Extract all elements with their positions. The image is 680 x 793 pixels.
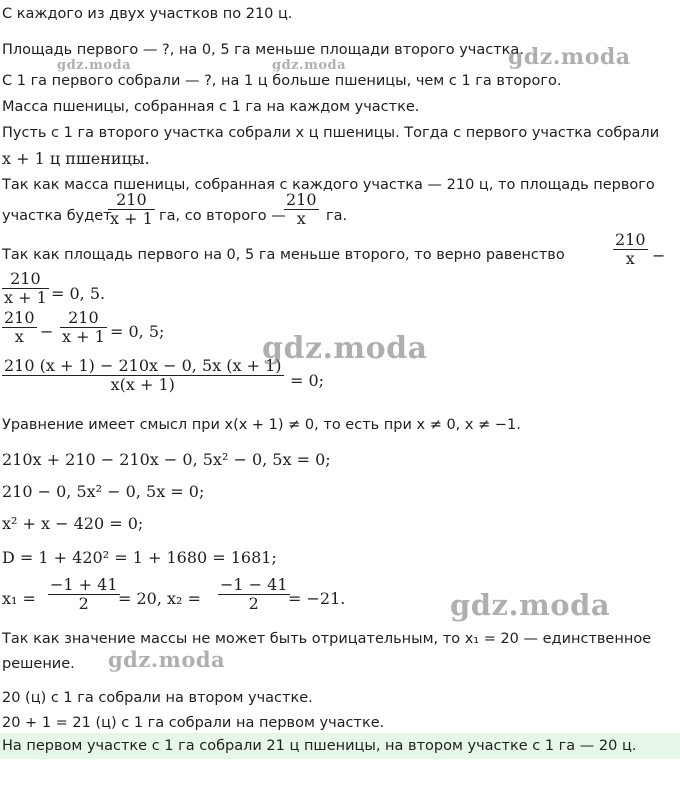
fraction-equation-a [2, 309, 37, 346]
fraction-denominator: x [14, 327, 24, 346]
fraction-root-x1 [48, 576, 120, 613]
given-yield-difference: С 1 га первого собрали — ?, на 1 ц больше пшеницы, чем с 1 га второго. [2, 73, 562, 89]
fraction-denominator: x + 1 [4, 288, 47, 307]
fraction-numerator: −1 − 41 [220, 575, 288, 594]
root-x1-label: x₁ = [2, 589, 36, 608]
fraction-numerator: −1 + 41 [50, 575, 118, 594]
fraction-area-first [108, 191, 155, 228]
answer-highlight [0, 733, 680, 759]
fraction-denominator: x [625, 249, 635, 268]
fraction-denominator: x + 1 [110, 209, 153, 228]
area-unit: га. [326, 208, 348, 224]
expanded-equation: 210x + 210 − 210x − 0, 5x² − 0, 5x = 0; [2, 450, 331, 469]
fraction-numerator: 210 [615, 230, 646, 249]
root-x2-label: = 20, x₂ = [118, 589, 201, 608]
area-statement: Так как масса пшеницы, собранная с каждого участка — 210 ц, то площадь первого [2, 177, 655, 193]
fraction-denominator: x(x + 1) [110, 375, 175, 394]
discriminant: D = 1 + 420² = 1 + 1680 = 1681; [2, 548, 277, 567]
minus-sign: − [652, 246, 666, 265]
quadratic-equation: x² + x − 420 = 0; [2, 514, 144, 533]
watermark-logo: gdz.moda [108, 647, 226, 672]
answer-text: На первом участке с 1 га собрали 21 ц пшеницы, на втором участке с 1 га — 20 ц. [2, 738, 637, 754]
equation-result: = 0; [290, 371, 325, 390]
fraction-numerator: 210 [10, 269, 41, 288]
area-first-label: участка будет [2, 208, 112, 224]
given-area-difference: Площадь первого — ?, на 0, 5 га меньше площади второго участка. [2, 42, 524, 58]
fraction-equality-b [2, 270, 49, 307]
fraction-numerator: 210 (x + 1) − 210x − 0, 5x (x + 1) [4, 356, 282, 375]
fraction-numerator: 210 [4, 308, 35, 327]
fraction-numerator: 210 [68, 308, 99, 327]
fraction-numerator: 210 [286, 190, 317, 209]
second-field-yield: 20 (ц) с 1 га собрали на втором участке. [2, 690, 313, 706]
watermark-logo: gdz.moda [272, 58, 347, 73]
fraction-equation-b [60, 309, 107, 346]
watermark-logo: gdz.moda [262, 331, 428, 366]
watermark-logo: gdz.moda [508, 44, 631, 70]
equation-result: = 0, 5; [110, 322, 165, 341]
root-selection-continued: решение. [2, 656, 75, 672]
given-total-mass: С каждого из двух участков по 210 ц. [2, 6, 293, 22]
fraction-denominator: x + 1 [62, 327, 105, 346]
watermark-logo: gdz.moda [450, 588, 611, 622]
fraction-root-x2 [218, 576, 290, 613]
area-second-label: га, со второго — [159, 208, 286, 224]
fraction-denominator: x [296, 209, 306, 228]
fraction-common-denominator [2, 357, 284, 394]
fraction-denominator: 2 [248, 594, 259, 613]
let-statement: Пусть с 1 га второго участка собрали x ц пшеницы. Тогда с первого участка собрали [2, 125, 660, 141]
let-statement-continued: x + 1 ц пшеницы. [2, 149, 150, 168]
equation-intro: Так как площадь первого на 0, 5 га меньше второго, то верно равенство [2, 247, 565, 263]
fraction-area-second [284, 191, 319, 228]
simplified-equation: 210 − 0, 5x² − 0, 5x = 0; [2, 482, 205, 501]
fraction-denominator: 2 [78, 594, 89, 613]
watermark-logo: gdz.moda [57, 58, 132, 73]
first-field-yield: 20 + 1 = 21 (ц) с 1 га собрали на первом участке. [2, 715, 385, 731]
root-selection: Так как значение массы не может быть отрицательным, то x₁ = 20 — единственное [2, 631, 652, 647]
fraction-equality-a [613, 231, 648, 268]
equation-result: = 0, 5. [51, 284, 106, 303]
root-x2-value: = −21. [288, 589, 346, 608]
fraction-numerator: 210 [116, 190, 147, 209]
question-line: Масса пшеницы, собранная с 1 га на каждом участке. [2, 99, 420, 115]
minus-sign: − [40, 322, 54, 341]
domain-condition: Уравнение имеет смысл при x(x + 1) ≠ 0, то есть при x ≠ 0, x ≠ −1. [2, 417, 521, 433]
